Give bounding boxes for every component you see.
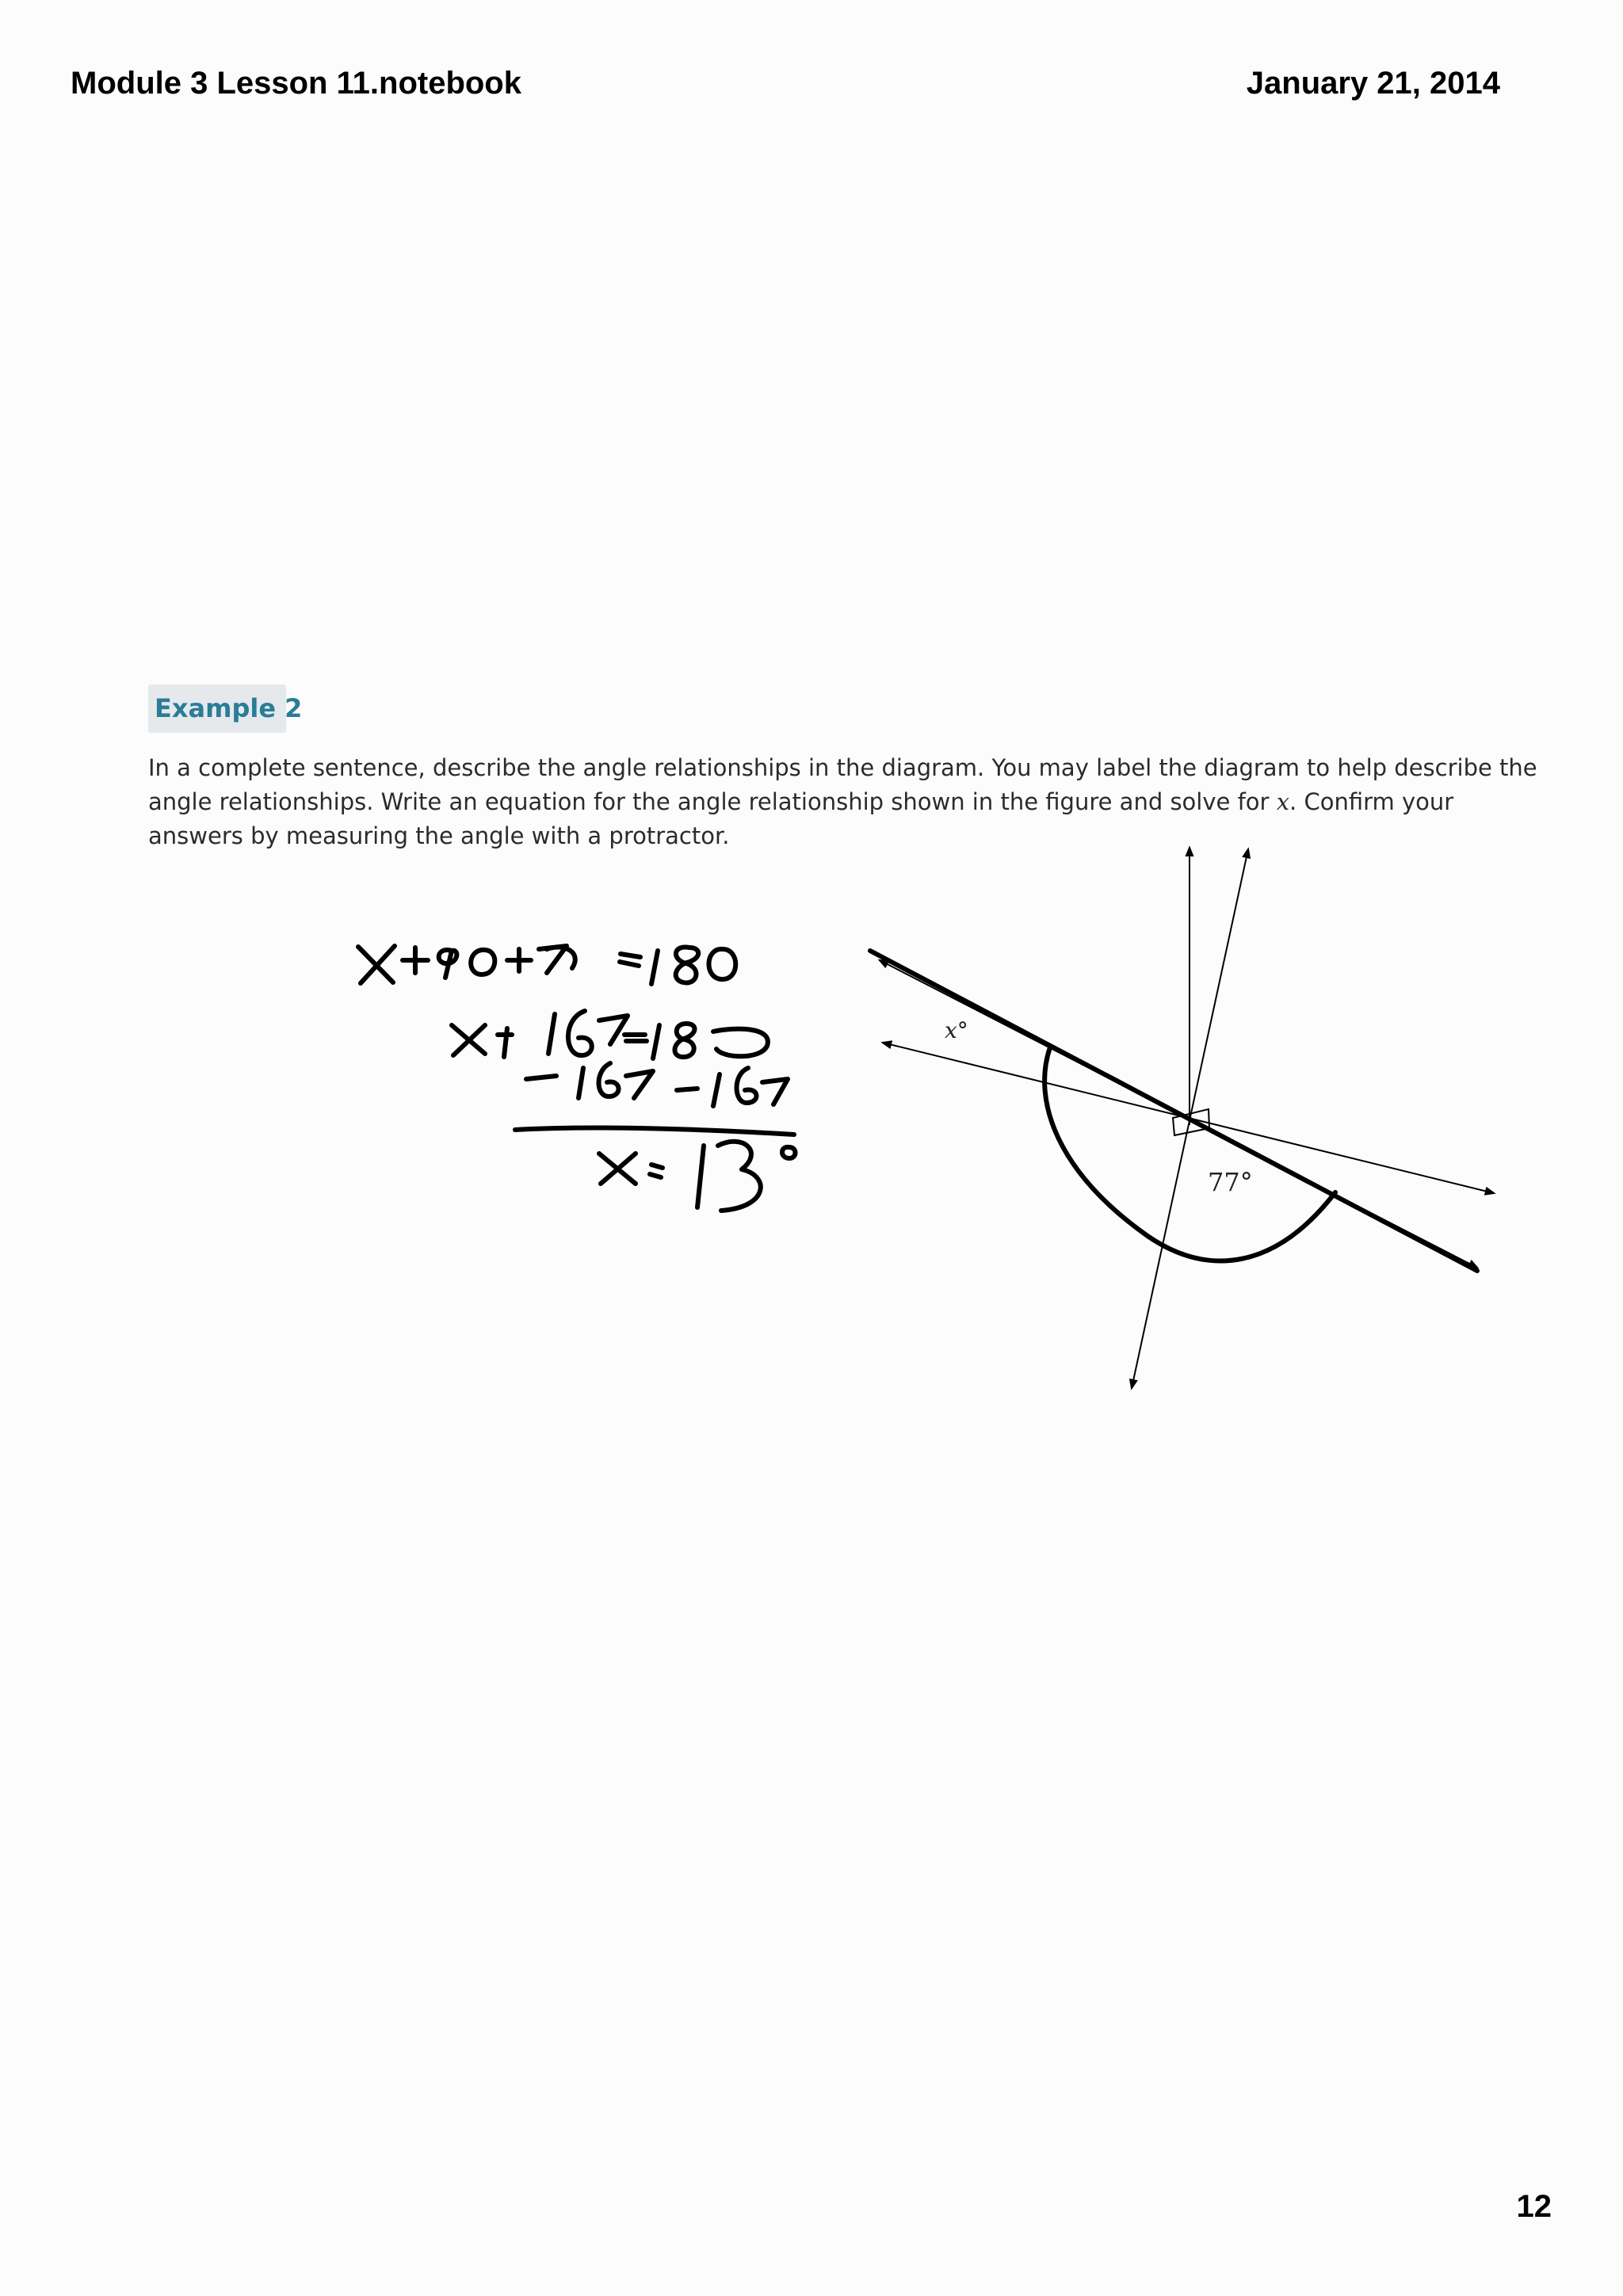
- handwritten-line-2: [452, 1011, 768, 1058]
- problem-line-2-end: . Confirm your: [1289, 788, 1454, 815]
- problem-line-2-text: angle relationships. Write an equation for the angle relationship shown in the figure and solve for: [148, 788, 1277, 815]
- problem-line-3: answers by measuring the angle with a protractor.: [148, 822, 730, 849]
- angle-diagram: [870, 848, 1494, 1388]
- document-title: Module 3 Lesson 11.notebook: [71, 66, 521, 101]
- variable-x: x: [1276, 788, 1290, 815]
- angle-x-label: x°: [945, 1017, 968, 1043]
- document-date: January 21, 2014: [1246, 66, 1500, 101]
- traced-transversal: [870, 951, 1477, 1271]
- angle-77-label: 77°: [1208, 1167, 1253, 1197]
- solution-divider-line: [515, 1128, 794, 1135]
- page-number: 12: [1516, 2189, 1552, 2224]
- example-label: Example 2: [155, 693, 303, 723]
- problem-line-1: In a complete sentence, describe the angle relationships in the diagram. You may label the diagram to help describe the: [148, 754, 1537, 781]
- handwritten-line-3: [526, 1063, 788, 1106]
- handwritten-line-4: [599, 1142, 796, 1211]
- handwritten-solution: [358, 946, 796, 1211]
- handwritten-line-1: [358, 946, 735, 984]
